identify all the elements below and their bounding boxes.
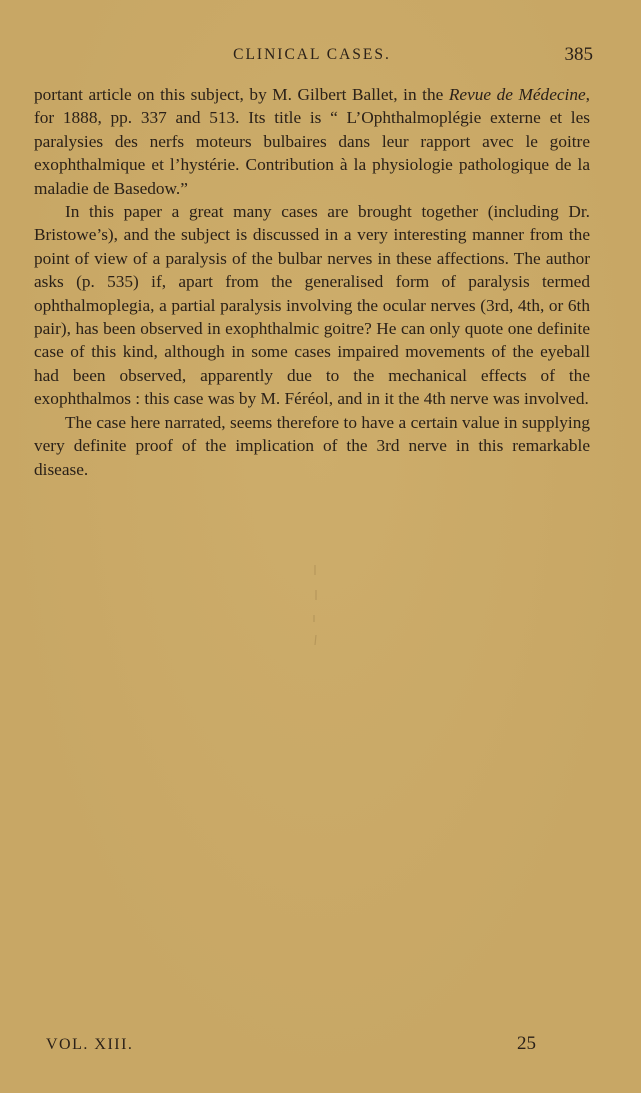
paragraph-2: In this paper a great many cases are brought together (including Dr. Bristowe’s), and the subject is discussed in a very interesting manner from the point of view of a paralysis of the bulbar nerves in these affections. The author asks (p. 535) if, apart from the generalised form of paralysis termed ophthalmoplegia, a partial paralysis involving the ocular nerves (3rd, 4th, or 6th pair), has been observed in exophthalmic goitre? He can only quote one definite case of this kind, although in some cases impaired movements of the eyeball had been observed, apparently due to the mechanical effects of the exophthalmos : this case was by M. Féréol, and in it the 4th nerve was involved. <box>34 202 590 409</box>
running-title: CLINICAL CASES. <box>233 46 391 63</box>
paragraph-1-text-b: , for 1888, pp. 337 and 513. Its title is “ L’Ophthalmoplégie externe et les paralysies des nerfs moteurs bulbaires dans leur rapport avec le goitre exophthalmique et l’hystérie. Contribution à la physiologie pathologique de la maladie de Basedow.” <box>34 85 590 198</box>
signature-mark: 25 <box>517 1033 536 1054</box>
paragraph-1 <box>34 83 590 200</box>
volume-label: VOL. XIII. <box>46 1036 134 1053</box>
body-text <box>34 83 590 481</box>
running-head <box>34 44 593 70</box>
show-through-marks <box>300 560 330 660</box>
paragraph-1-text-a: portant article on this subject, by M. Gilbert Ballet, in the <box>34 85 449 104</box>
paragraph-3: The case here narrated, seems therefore to have a certain value in supplying very definite proof of the implication of the 3rd nerve in this remarkable disease. <box>34 412 590 479</box>
page-footer <box>46 1033 536 1062</box>
journal-title: Revue de Médecine <box>448 85 586 104</box>
page-number: 385 <box>564 44 593 65</box>
